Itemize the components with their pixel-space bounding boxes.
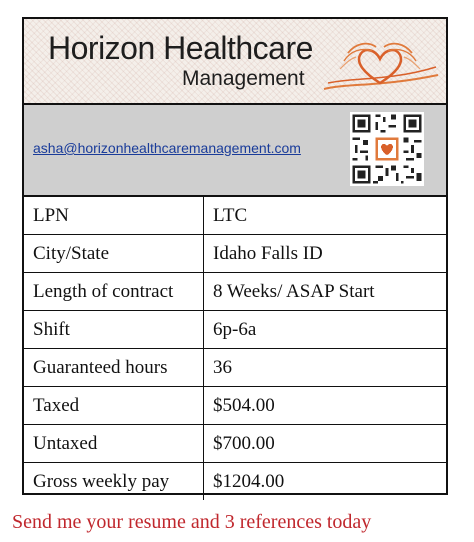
detail-value: 6p-6a — [204, 311, 447, 349]
detail-label: Untaxed — [24, 425, 204, 463]
logo-header — [24, 19, 446, 105]
table-row — [24, 425, 446, 463]
job-card — [22, 17, 448, 495]
detail-value: 8 Weeks/ ASAP Start — [204, 273, 447, 311]
heart-hands-icon — [320, 33, 440, 97]
call-to-action: Send me your resume and 3 references today — [12, 511, 372, 533]
detail-label: Shift — [24, 311, 204, 349]
detail-label: City/State — [24, 235, 204, 273]
detail-label: Gross weekly pay — [24, 463, 204, 501]
job-details-table — [24, 197, 446, 500]
contact-section — [24, 105, 446, 197]
table-row — [24, 197, 446, 235]
detail-label: Guaranteed hours — [24, 349, 204, 387]
brand-name: Horizon Healthcare — [48, 30, 313, 66]
table-row — [24, 463, 446, 501]
detail-value: $504.00 — [204, 387, 447, 425]
email-link[interactable]: asha@horizonhealthcaremanagement.com — [33, 140, 301, 156]
detail-label: Length of contract — [24, 273, 204, 311]
brand-tagline: Management — [182, 67, 305, 90]
table-row — [24, 311, 446, 349]
detail-value: LTC — [204, 197, 447, 235]
detail-value: Idaho Falls ID — [204, 235, 447, 273]
detail-value: 36 — [204, 349, 447, 387]
table-row — [24, 273, 446, 311]
detail-value: $700.00 — [204, 425, 447, 463]
detail-label: LPN — [24, 197, 204, 235]
qr-code-icon[interactable] — [350, 112, 424, 186]
table-row — [24, 387, 446, 425]
table-row — [24, 235, 446, 273]
detail-label: Taxed — [24, 387, 204, 425]
table-row — [24, 349, 446, 387]
detail-value: $1204.00 — [204, 463, 447, 501]
